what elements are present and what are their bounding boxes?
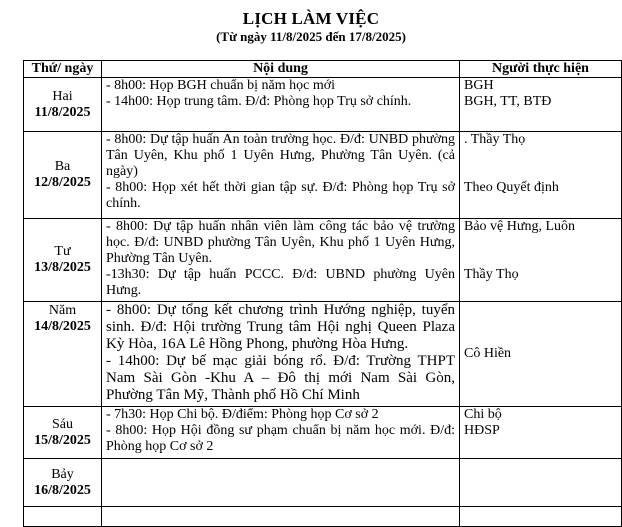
content-item: - 8h00: Họp BGH chuẩn bị năm học mới bbox=[106, 78, 336, 93]
person-item: Thầy Thọ bbox=[464, 267, 519, 282]
header-person: Người thực hiện bbox=[460, 61, 622, 78]
day-cell bbox=[24, 407, 102, 459]
person-item: . Thầy Thọ bbox=[464, 132, 526, 147]
day-cell bbox=[24, 507, 102, 527]
day-name: Hai bbox=[52, 88, 73, 104]
header-day: Thứ/ ngày bbox=[24, 61, 102, 78]
content-item: - 7h30: Họp Chi bộ. Đ/điểm: Phòng họp Cơ sở 2 bbox=[106, 407, 379, 422]
content-cell bbox=[102, 507, 460, 527]
person-item: BGH, TT, BTĐ bbox=[464, 94, 552, 109]
day-name: Bảy bbox=[51, 466, 74, 482]
table-row bbox=[24, 219, 622, 302]
content-item: - 8h00: Họp Hội đồng sư phạm chuẩn bị năm học mới. Đ/đ: Phòng họp Cơ sở 2 bbox=[106, 423, 455, 454]
person-item: Bảo vệ Hưng, Luôn bbox=[464, 219, 576, 234]
content-item: - 8h00: Dự tổng kết chương trình Hướng nghiệp, tuyển sinh. Đ/đ: Hội trường Trung tâm Hội nghị Queen Plaza Kỳ Hòa, 16A Lê Hồng Phong, phường Hòa Hưng. bbox=[106, 302, 455, 352]
person-item: BGH bbox=[464, 78, 494, 93]
day-date: 16/8/2025 bbox=[34, 482, 91, 498]
day-date: 14/8/2025 bbox=[34, 319, 91, 334]
content-item: - 14h00: Dự bế mạc giải bóng rổ. Đ/đ: Trường THPT Nam Sài Gòn -Khu A – Đô thị mới Nam Sài Gòn, Phường Tân Mỹ, Thành phố Hồ Chí Minh bbox=[106, 353, 455, 403]
day-cell bbox=[24, 302, 102, 407]
table-row bbox=[24, 407, 622, 459]
header-row bbox=[24, 61, 622, 78]
schedule-table bbox=[23, 60, 622, 527]
day-cell bbox=[24, 219, 102, 302]
content-item: - 8h00: Họp xét hết thời gian tập sự. Đ/đ: Phòng họp Trụ sở chính. bbox=[106, 180, 455, 211]
person-cell bbox=[460, 132, 622, 219]
person-cell bbox=[460, 459, 622, 507]
content-cell bbox=[102, 132, 460, 219]
day-name: Ba bbox=[54, 159, 71, 174]
day-date: 11/8/2025 bbox=[34, 104, 91, 120]
table-row bbox=[24, 132, 622, 219]
header-content: Nội dung bbox=[102, 61, 460, 78]
table-row bbox=[24, 78, 622, 132]
content-item: - 14h00: Họp trung tâm. Đ/đ: Phòng họp Trụ sở chính. bbox=[106, 94, 412, 109]
table-row bbox=[24, 302, 622, 407]
person-cell bbox=[460, 302, 622, 407]
person-cell bbox=[460, 219, 622, 302]
page-title: LỊCH LÀM VIỆC bbox=[242, 9, 380, 28]
table-row bbox=[24, 507, 622, 527]
person-cell bbox=[460, 78, 622, 132]
content-item: - 8h00: Dự tập huấn An toàn trường học. Đ/đ: UNBD phường Tân Uyên, Khu phố 1 Uyên Hưng, Phường Tân Uyên. (cả ngày) bbox=[106, 132, 455, 179]
person-cell bbox=[460, 507, 622, 527]
day-name: Sáu bbox=[52, 416, 73, 432]
day-name: Năm bbox=[48, 303, 77, 318]
person-item: HĐSP bbox=[464, 423, 500, 438]
day-date: 15/8/2025 bbox=[34, 432, 91, 448]
person-item: Chi bộ bbox=[464, 407, 502, 422]
content-cell bbox=[102, 459, 460, 507]
date-range-subtitle: (Từ ngày 11/8/2025 đến 17/8/2025) bbox=[216, 29, 406, 44]
day-cell bbox=[24, 132, 102, 219]
table-row bbox=[24, 459, 622, 507]
content-cell bbox=[102, 407, 460, 459]
day-name: Tư bbox=[54, 244, 71, 259]
day-date: 12/8/2025 bbox=[34, 175, 91, 190]
person-item: Cô Hiền bbox=[464, 346, 512, 361]
person-item: Theo Quyết định bbox=[464, 180, 559, 195]
person-cell bbox=[460, 407, 622, 459]
day-date: 13/8/2025 bbox=[34, 260, 91, 275]
content-item: - 8h00: Dự tập huấn nhân viên làm công tác bảo vệ trường học. Đ/đ: UNBD phường Tân Uyên, Khu phố 1 Uyên Hưng, Phường Tân Uyên. bbox=[106, 219, 455, 266]
content-cell bbox=[102, 78, 460, 132]
content-cell bbox=[102, 302, 460, 407]
day-cell bbox=[24, 459, 102, 507]
content-cell bbox=[102, 219, 460, 302]
day-cell bbox=[24, 78, 102, 132]
content-item: -13h30: Dự tập huấn PCCC. Đ/đ: UBND phường Uyên Hưng. bbox=[106, 267, 455, 298]
